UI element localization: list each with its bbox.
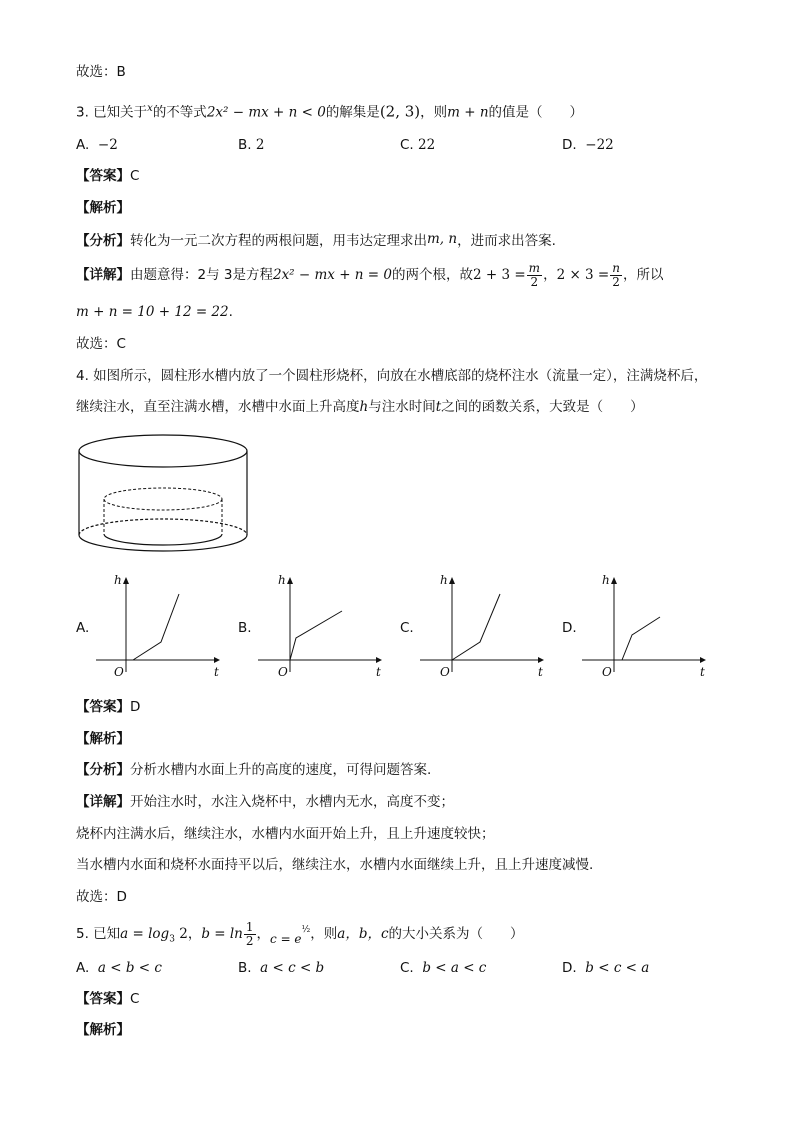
h-t-curve [622,617,660,660]
result-equation: m + n = 10 + 12 = 22 [76,304,229,320]
q5-a-def: a = log [120,926,170,942]
q3-jiexi [76,198,130,218]
h-axis-arrow [123,577,129,584]
q3-number: 3. 已知关于 [76,104,148,121]
q4-text: 继续注水，直至注满水槽，水槽中水面上升高度 [76,399,360,415]
q4-jiexi [76,729,130,749]
fenxi-text: 分析水槽内水面上升的高度的速度，可得问题答案. [130,762,432,778]
beaker-top-ellipse [104,488,222,510]
option-value: b < a < c [422,960,487,976]
q5-jiexi [76,1020,130,1040]
q5-log-arg: 2 [179,926,188,942]
answer-value: D [130,699,141,715]
q5-text: ，则 [310,926,338,942]
q5-sep: ， [256,926,271,942]
h-axis-label: h [602,573,610,587]
question-3-stem [76,99,583,123]
option-label: D. [562,960,577,976]
q4-var-h: h [359,399,369,415]
tank-bottom-front [79,535,247,551]
xiangjie-equation: 2x² − mx + n = 0 [272,267,392,283]
option-value: −22 [585,137,614,153]
option-label: B. [238,960,252,976]
option-label: D. [562,137,577,153]
q3-option-b [238,135,264,155]
q4-xiangjie-1 [76,792,454,812]
graph-a [76,572,226,682]
frac-den: 2 [245,933,254,948]
q4-conclusion: 故选：D [76,889,127,905]
q4-text: 之间的函数关系，大致是（ ） [441,399,644,415]
t-axis-label: t [700,665,705,679]
t-axis-arrow [700,657,706,663]
jiexi-tag: 【解析】 [76,200,130,216]
q5-option-a [76,958,162,978]
h-t-curve [290,611,342,660]
q4-var-t: t [435,399,442,415]
answer-tag: 【答案】 [76,991,130,1007]
option-label: C. [400,960,414,976]
graph-c [400,572,550,682]
h-axis-label: h [114,573,122,587]
graph-option-label: D. [562,620,577,636]
t-axis-arrow [376,657,382,663]
q3-text: 的不等式 [152,104,207,121]
q4-xiangjie-3: 当水槽内水面和烧杯水面持平以后，继续注水，水槽内水面继续上升，且上升速度减慢. [76,857,594,873]
h-t-curve [452,594,500,660]
q5-number: 5. 已知 [76,926,121,942]
h-axis-arrow [449,577,455,584]
graph-axes [562,572,712,682]
q5-sep: ， [187,926,202,942]
graph-b [238,572,388,682]
origin-label: O [114,665,124,679]
option-value: b < c < a [585,960,650,976]
beaker-bottom-front [104,534,222,545]
t-axis-arrow [538,657,544,663]
q5-c-def: c = e [270,932,302,946]
xiangjie-text: ， [543,267,557,283]
q3-var-x: x [147,103,153,114]
graph-axes [400,572,550,682]
frac-den: 2 [530,274,539,289]
q5-option-c [400,958,486,978]
h-axis-arrow [287,577,293,584]
frac-den: 2 [612,274,620,289]
q3-text: 的解集是 [325,104,380,121]
answer-value: C [130,168,140,184]
result-end: . [228,304,233,320]
xiangjie-sum: 2 + 3 = [472,267,526,283]
q5-answer [76,989,139,1009]
frac-num: m [528,260,541,275]
t-axis-arrow [214,657,220,663]
q5-vars: a，b，c [337,926,389,942]
t-axis-label: t [538,665,543,679]
option-label: C. [400,137,414,153]
origin-label: O [440,665,450,679]
xiangjie-text: 的两个根，故 [391,267,473,283]
frac-num: n [612,260,620,275]
option-value: 2 [255,137,265,153]
cylinder-tank-figure [74,430,252,555]
question-4-stem-line1: 4. 如图所示，圆柱形水槽内放了一个圆柱形烧杯，向放在水槽底部的烧杯注水（流量一定），注满烧杯后， [76,368,708,384]
fraction-m-over-2 [527,262,542,289]
fraction-n-over-2 [610,262,622,289]
option-value: a < b < c [97,960,162,976]
q4-xiangjie-2: 烧杯内注满水后，继续注水，水槽内水面开始上升，且上升速度较快； [76,826,495,842]
origin-label: O [602,665,612,679]
answer-value: C [130,991,140,1007]
q5-log-base: 3 [169,934,175,945]
question-4-stem-line2 [76,397,644,417]
option-label: A. [76,137,90,153]
xiangjie-tag: 【详解】 [76,267,130,283]
answer-tag: 【答案】 [76,168,130,184]
q3-result [76,302,233,322]
graph-option-label: C. [400,620,414,636]
graph-option-label: B. [238,620,252,636]
graph-axes [238,572,388,682]
h-axis-arrow [611,577,617,584]
q3-text: ，则 [420,104,448,121]
fraction-one-half [244,921,256,948]
fenxi-vars: m, n [427,231,458,247]
q4-answer [76,697,140,717]
h-axis-label: h [440,573,448,587]
q4-fenxi [76,760,431,780]
h-t-curve [133,594,179,660]
q5-option-b [238,958,324,978]
q3-answer [76,166,139,186]
q3-text: 的值是（ ） [488,104,584,121]
q4-text: 与注水时间 [368,399,436,415]
q3-xiangjie [76,258,663,292]
q3-option-c [400,135,435,155]
t-axis-label: t [376,665,381,679]
q3-expression: m + n [447,104,489,121]
t-axis-label: t [214,665,219,679]
q3-option-a [76,135,118,155]
xiangjie-tag: 【详解】 [76,794,130,810]
fenxi-tag: 【分析】 [76,233,130,249]
q3-option-d [562,135,614,155]
jiexi-tag: 【解析】 [76,731,130,747]
h-axis-label: h [278,573,286,587]
jiexi-tag: 【解析】 [76,1022,130,1038]
q5-option-d [562,958,649,978]
xiangjie-text: 由题意得：2与 3是方程 [130,267,273,283]
graph-option-label: A. [76,620,90,636]
q3-conclusion: 故选：C [76,336,126,352]
question-5-stem [76,912,524,958]
graph-d [562,572,712,682]
q3-solution-set: (2, 3) [379,102,421,121]
option-label: B. [238,137,252,153]
fenxi-tag: 【分析】 [76,762,130,778]
option-value: a < c < b [260,960,325,976]
q3-inequality: 2x² − mx + n < 0 [206,104,326,121]
option-value: −2 [97,137,118,153]
frac-num: 1 [245,919,254,934]
option-label: A. [76,960,90,976]
answer-tag: 【答案】 [76,699,130,715]
origin-label: O [278,665,288,679]
q5-b-def: b = ln [201,926,243,942]
xiangjie-text: ，所以 [622,267,664,283]
fenxi-text: ，进而求出答案. [457,233,556,249]
graph-axes [76,572,226,682]
xiangjie-text: 开始注水时，水注入烧杯中，水槽内无水，高度不变； [130,794,454,810]
option-value: 22 [418,137,436,153]
xiangjie-product: 2 × 3 = [556,267,610,283]
q5-exponent: ½ [301,925,311,935]
q5-text: 的大小关系为（ ） [388,926,524,942]
prev-conclusion: 故选：B [76,64,126,80]
q3-fenxi [76,229,556,251]
tank-top-ellipse [79,435,247,467]
fenxi-text: 转化为一元二次方程的两根问题，用韦达定理求出 [130,233,427,249]
